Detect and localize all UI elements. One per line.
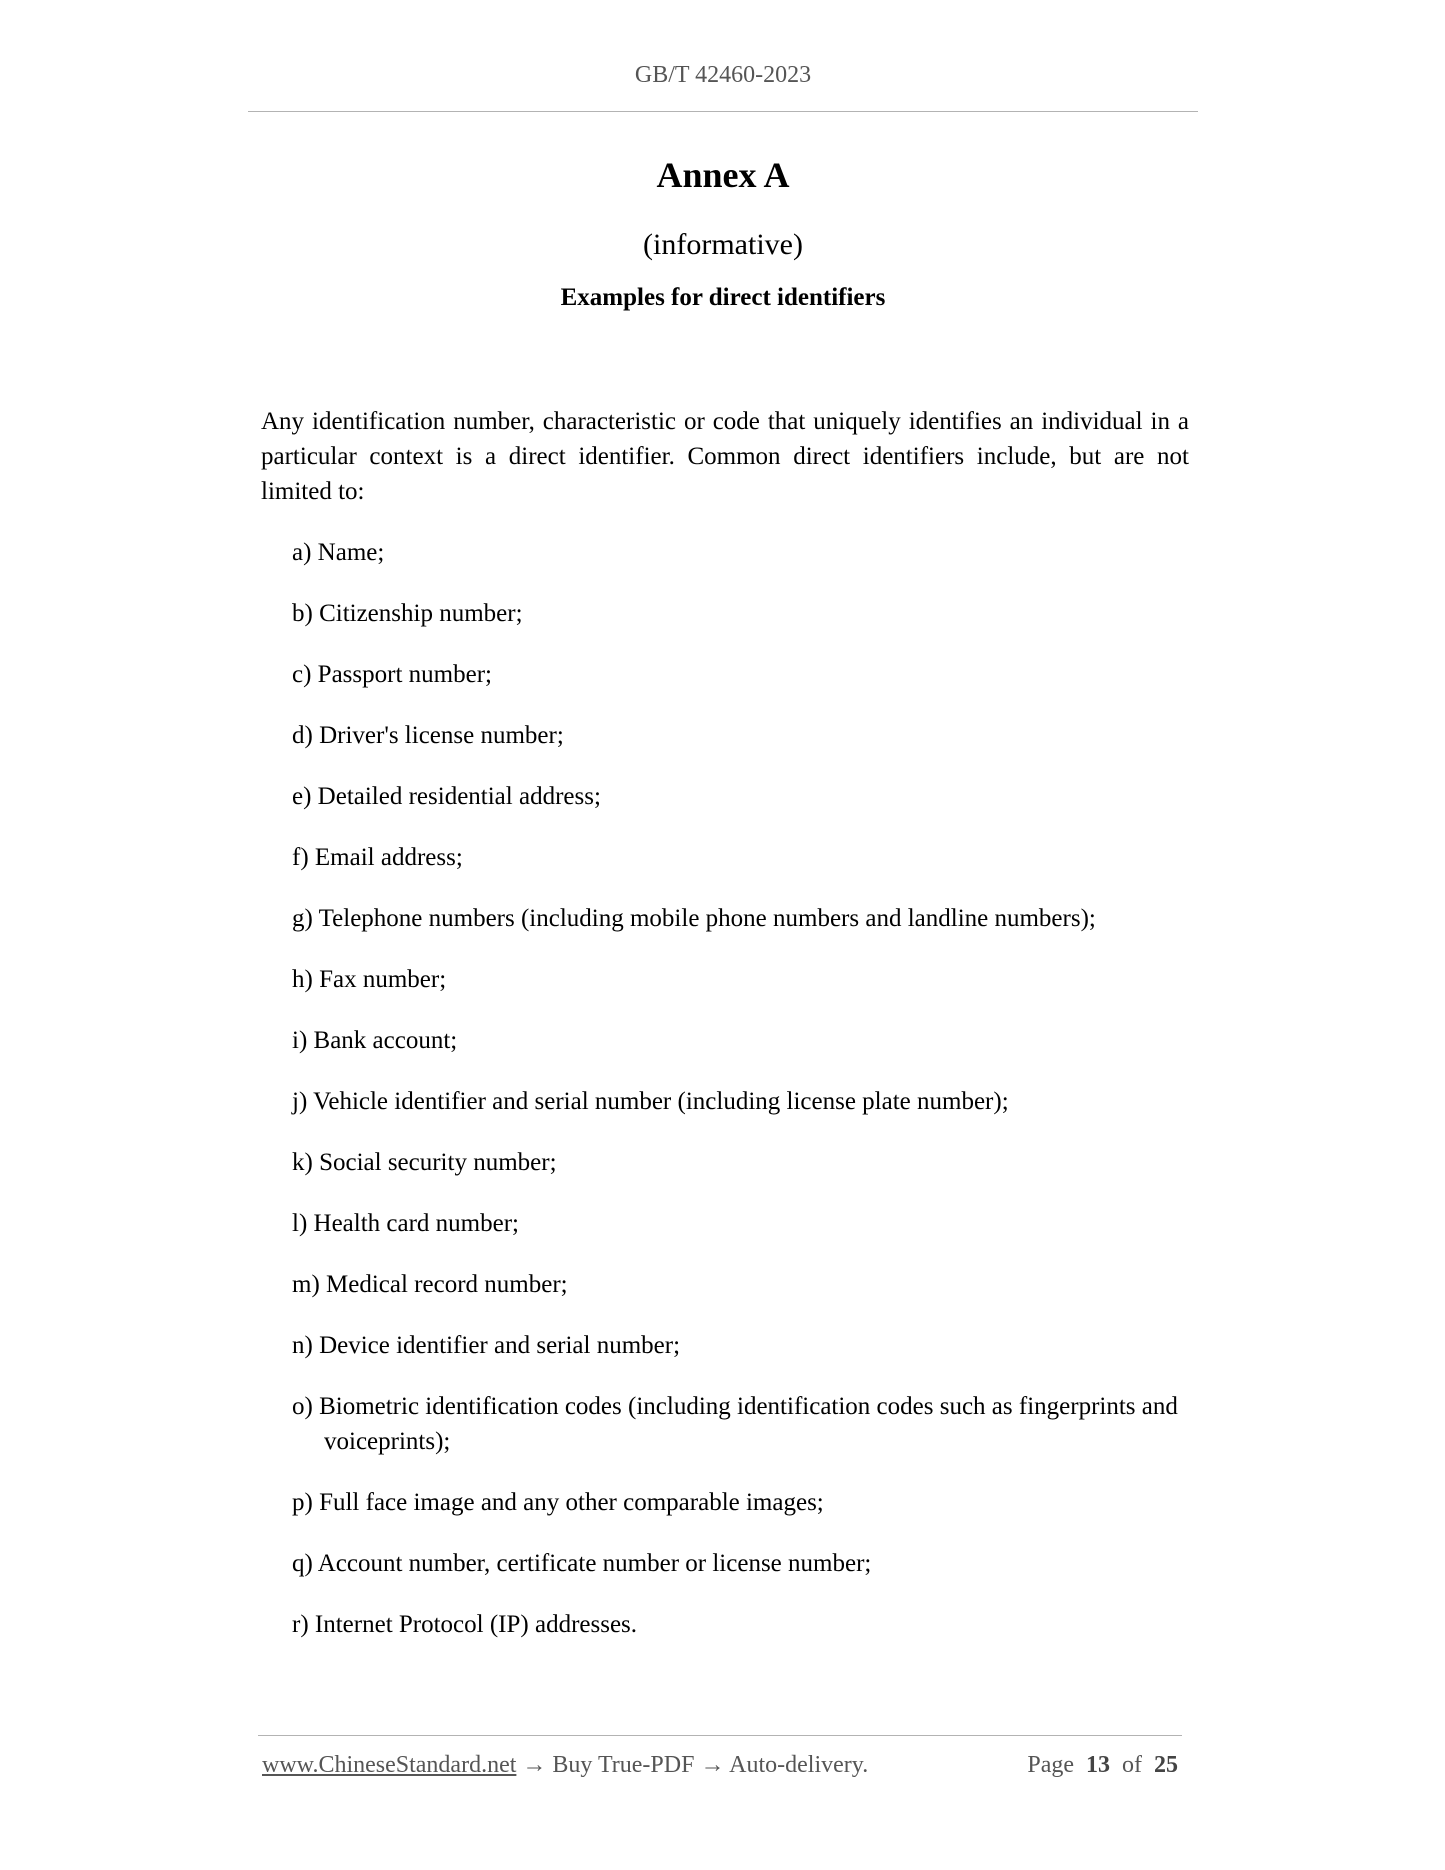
annex-subtitle: (informative) [643,228,803,261]
arrow-right-icon: → [700,1752,725,1778]
direct-identifier-list [292,535,1202,1668]
list-item: q) Account number, certificate number or license number; [292,1550,872,1577]
page-total: 25 [1154,1752,1178,1778]
list-item: b) Citizenship number; [292,600,523,627]
header-divider [248,111,1198,112]
list-item: f) Email address; [292,844,463,871]
list-item: p) Full face image and any other comparable images; [292,1489,824,1516]
list-item: j) Vehicle identifier and serial number (including license plate number); [292,1088,1009,1115]
page-of: of [1122,1752,1142,1778]
footer-divider [258,1735,1182,1736]
page-number [1027,1752,1178,1779]
list-item: k) Social security number; [292,1149,557,1176]
arrow-right-icon: → [522,1752,547,1778]
footer-promo [262,1752,868,1779]
list-item: g) Telephone numbers (including mobile phone numbers and landline numbers); [292,905,1096,932]
annex-title: Annex A [656,155,790,195]
list-item: n) Device identifier and serial number; [292,1332,681,1359]
list-item: a) Name; [292,539,385,566]
intro-paragraph: Any identification number, characteristic or code that uniquely identifies an individual in a particular context is a direct identifier. Common direct identifiers include, but are not limited to: [261,408,1189,505]
auto-delivery-text: Auto-delivery. [729,1752,869,1778]
page-header: GB/T 42460-2023 [634,62,812,88]
list-item: r) Internet Protocol (IP) addresses. [292,1611,638,1638]
list-item: h) Fax number; [292,966,447,993]
list-item: d) Driver's license number; [292,722,564,749]
page-current: 13 [1086,1752,1110,1778]
list-item: m) Medical record number; [292,1271,568,1298]
list-item: e) Detailed residential address; [292,783,601,810]
page-label: Page [1027,1752,1074,1778]
list-item: c) Passport number; [292,661,492,688]
chinesestandard-link[interactable]: www.ChineseStandard.net [262,1752,517,1778]
list-item: i) Bank account; [292,1027,458,1054]
buy-true-pdf-text: Buy True-PDF [552,1752,695,1778]
annex-heading: Examples for direct identifiers [560,284,886,311]
list-item: l) Health card number; [292,1210,519,1237]
list-item: o) Biometric identification codes (including identification codes such as fingerprints and voiceprints); [292,1393,1178,1455]
